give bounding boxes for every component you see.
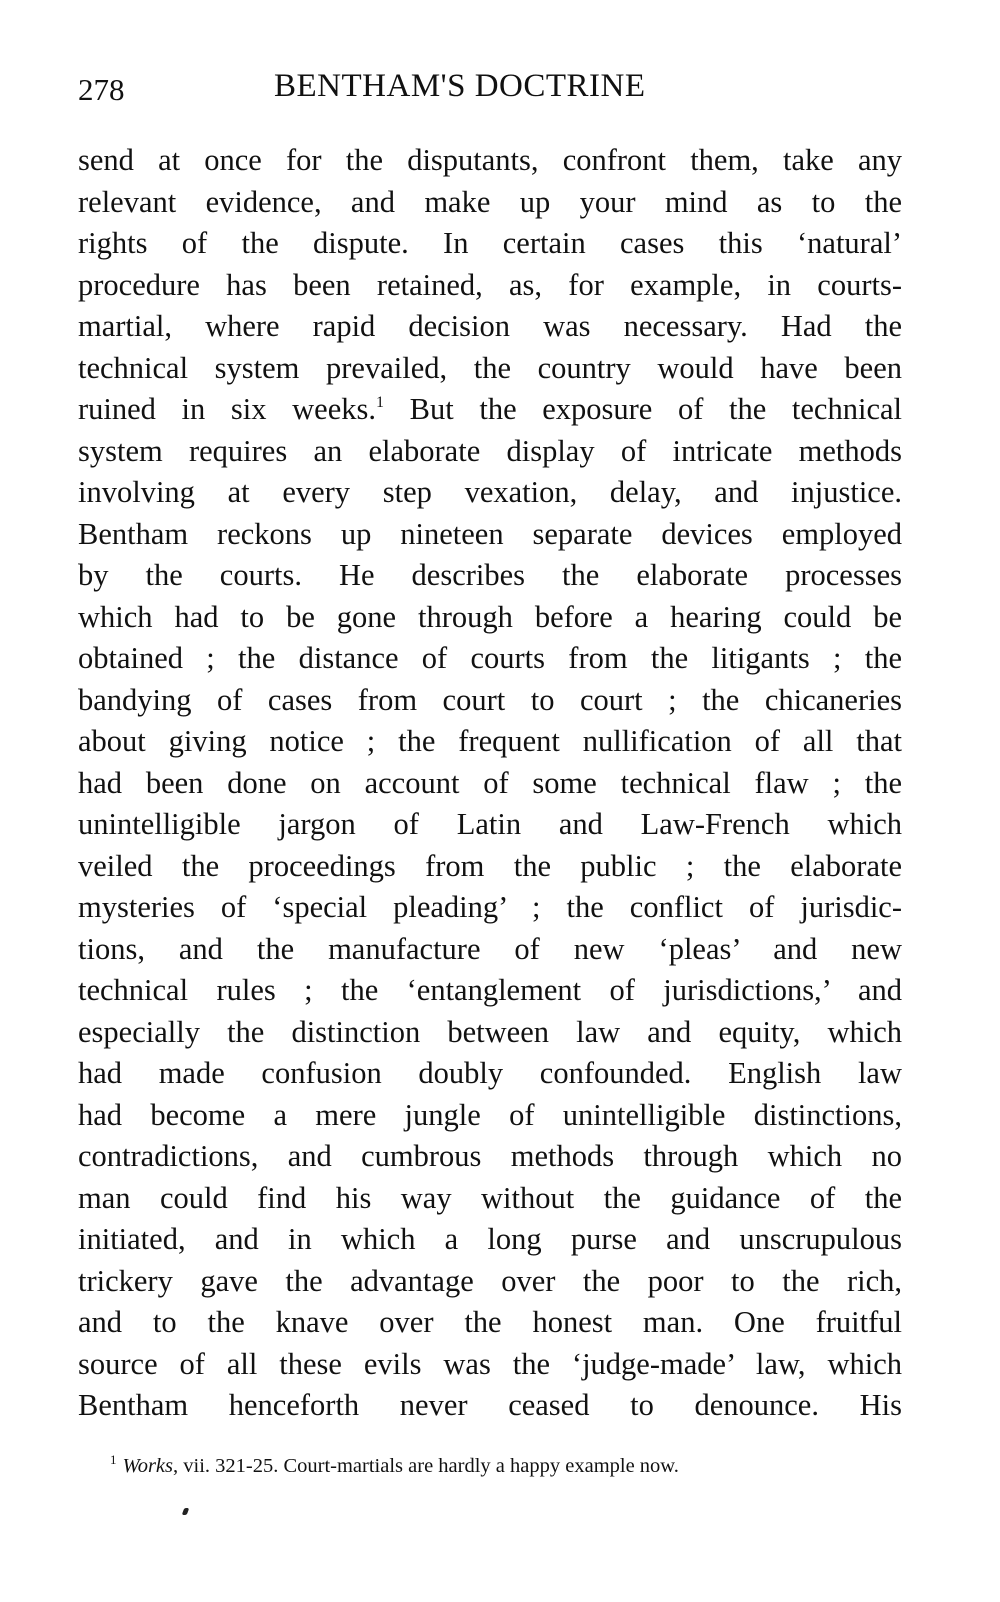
body-text	[78, 140, 902, 1427]
text-line: veiled the proceedings from the public ; the elaborate	[78, 848, 902, 883]
text-line: technical rules ; the ‘entanglement of jurisdictions,’ and	[78, 973, 902, 1007]
text-line: send at once for the disputants, confront them, take any	[78, 143, 902, 177]
text-line: contradictions, and cumbrous methods through which no	[78, 1139, 902, 1173]
text-line: especially the distinction between law and equity, which	[78, 1014, 902, 1049]
text-segment: But the exposure of the technical	[384, 392, 902, 426]
text-line: mysteries of ‘special pleading’ ; the conflict of jurisdic-	[78, 890, 902, 924]
footnote-marker: 1	[110, 1452, 117, 1467]
text-line: trickery gave the advantage over the poor to the rich,	[78, 1263, 902, 1298]
text-line: relevant evidence, and make up your mind as to the	[78, 184, 902, 219]
text-line: by the courts. He describes the elaborate processes	[78, 558, 902, 592]
text-line: system requires an elaborate display of intricate methods	[78, 433, 902, 468]
text-line: Bentham reckons up nineteen separate devices employed	[78, 516, 902, 551]
text-line: bandying of cases from court to court ; the chicaneries	[78, 682, 902, 717]
footnote-text: , vii. 321-25. Court-martials are hardly a happy example now.	[173, 1455, 679, 1477]
ink-speck	[182, 1508, 190, 1515]
text-line: technical system prevailed, the country would have been	[78, 350, 902, 385]
text-line	[78, 389, 902, 431]
text-line: rights of the dispute. In certain cases this ‘natural’	[78, 226, 902, 260]
text-line: had been done on account of some technical flaw ; the	[78, 765, 902, 800]
text-line: tions, and the manufacture of new ‘pleas’ and new	[78, 931, 902, 966]
page-header	[78, 68, 902, 112]
text-line: source of all these evils was the ‘judge-made’ law, which	[78, 1346, 902, 1381]
text-line: which had to be gone through before a hearing could be	[78, 599, 902, 634]
page-number: 278	[78, 72, 125, 107]
text-line: and to the knave over the honest man. One fruitful	[78, 1305, 902, 1339]
text-line: had made confusion doubly confounded. English law	[78, 1056, 902, 1090]
text-line: about giving notice ; the frequent nullification of all that	[78, 724, 902, 758]
footnote-reference: 1	[376, 394, 384, 411]
text-line: procedure has been retained, as, for example, in courts-	[78, 267, 902, 302]
footnote	[110, 1452, 870, 1478]
text-line: initiated, and in which a long purse and unscrupulous	[78, 1222, 902, 1256]
text-line: martial, where rapid decision was necessary. Had the	[78, 309, 902, 343]
text-line: obtained ; the distance of courts from the litigants ; the	[78, 641, 902, 675]
text-line: Bentham henceforth never ceased to denounce. His	[78, 1388, 902, 1422]
footnote-work-title: Works	[122, 1455, 173, 1477]
text-line: had become a mere jungle of unintelligible distinctions,	[78, 1097, 902, 1132]
text-line: involving at every step vexation, delay, and injustice.	[78, 475, 902, 509]
text-line: unintelligible jargon of Latin and Law-French which	[78, 807, 902, 841]
text-line: man could find his way without the guidance of the	[78, 1180, 902, 1215]
running-title: BENTHAM'S DOCTRINE	[274, 68, 646, 104]
text-segment: ruined in six weeks.	[78, 392, 376, 426]
